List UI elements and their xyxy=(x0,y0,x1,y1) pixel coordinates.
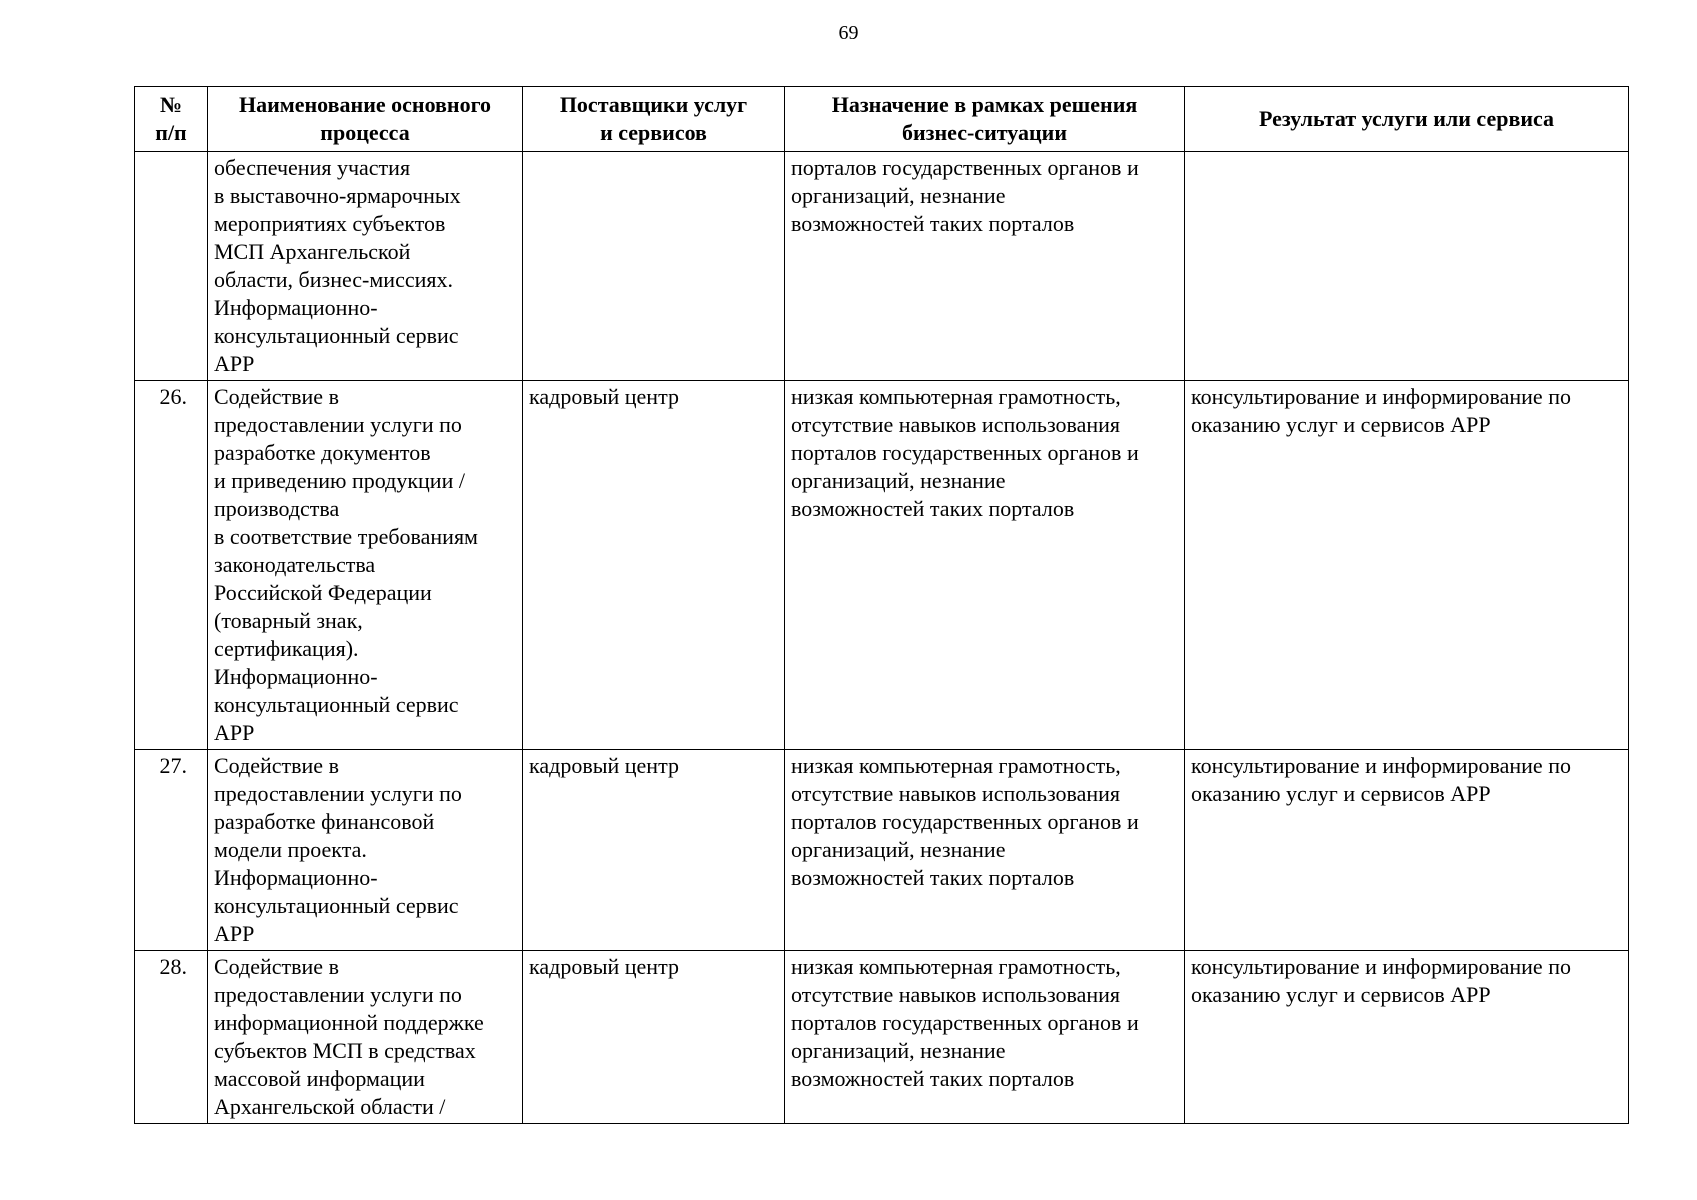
cell-providers xyxy=(523,152,785,381)
table-header-row xyxy=(135,87,1629,152)
cell-purpose: низкая компьютерная грамотность, отсутствие навыков использования порталов государственных органов и организаций, незнание возможностей таких порталов xyxy=(785,750,1185,951)
table-row xyxy=(135,381,1629,750)
cell-purpose: порталов государственных органов и организаций, незнание возможностей таких порталов xyxy=(785,152,1185,381)
table-row xyxy=(135,951,1629,1124)
cell-num xyxy=(135,152,208,381)
table-row xyxy=(135,152,1629,381)
cell-process: Содействие в предоставлении услуги по информационной поддержке субъектов МСП в средствах массовой информации Архангельской области / xyxy=(208,951,523,1124)
cell-result: консультирование и информирование по оказанию услуг и сервисов АРР xyxy=(1185,951,1629,1124)
cell-providers: кадровый центр xyxy=(523,951,785,1124)
cell-process: Содействие в предоставлении услуги по разработке документов и приведению продукции / производства в соответствие требованиям законодательства Российской Федерации (товарный знак, сертификация). Информационно- консультационный сервис АРР xyxy=(208,381,523,750)
cell-process: Содействие в предоставлении услуги по разработке финансовой модели проекта. Информационно- консультационный сервис АРР xyxy=(208,750,523,951)
header-process: Наименование основного процесса xyxy=(208,87,523,152)
cell-result xyxy=(1185,152,1629,381)
cell-purpose: низкая компьютерная грамотность, отсутствие навыков использования порталов государственных органов и организаций, незнание возможностей таких порталов xyxy=(785,381,1185,750)
page-number: 69 xyxy=(838,22,859,44)
cell-num: 26. xyxy=(135,381,208,750)
cell-purpose: низкая компьютерная грамотность, отсутствие навыков использования порталов государственных органов и организаций, незнание возможностей таких порталов xyxy=(785,951,1185,1124)
header-num: № п/п xyxy=(135,87,208,152)
table-row xyxy=(135,750,1629,951)
header-result: Результат услуги или сервиса xyxy=(1185,87,1629,152)
services-table xyxy=(134,86,1629,1124)
cell-result: консультирование и информирование по оказанию услуг и сервисов АРР xyxy=(1185,381,1629,750)
header-providers: Поставщики услуг и сервисов xyxy=(523,87,785,152)
cell-providers: кадровый центр xyxy=(523,750,785,951)
cell-num: 27. xyxy=(135,750,208,951)
cell-process: обеспечения участия в выставочно-ярмарочных мероприятиях субъектов МСП Архангельской области, бизнес-миссиях. Информационно- консультационный сервис АРР xyxy=(208,152,523,381)
cell-result: консультирование и информирование по оказанию услуг и сервисов АРР xyxy=(1185,750,1629,951)
header-purpose: Назначение в рамках решения бизнес-ситуации xyxy=(785,87,1185,152)
cell-num: 28. xyxy=(135,951,208,1124)
cell-providers: кадровый центр xyxy=(523,381,785,750)
